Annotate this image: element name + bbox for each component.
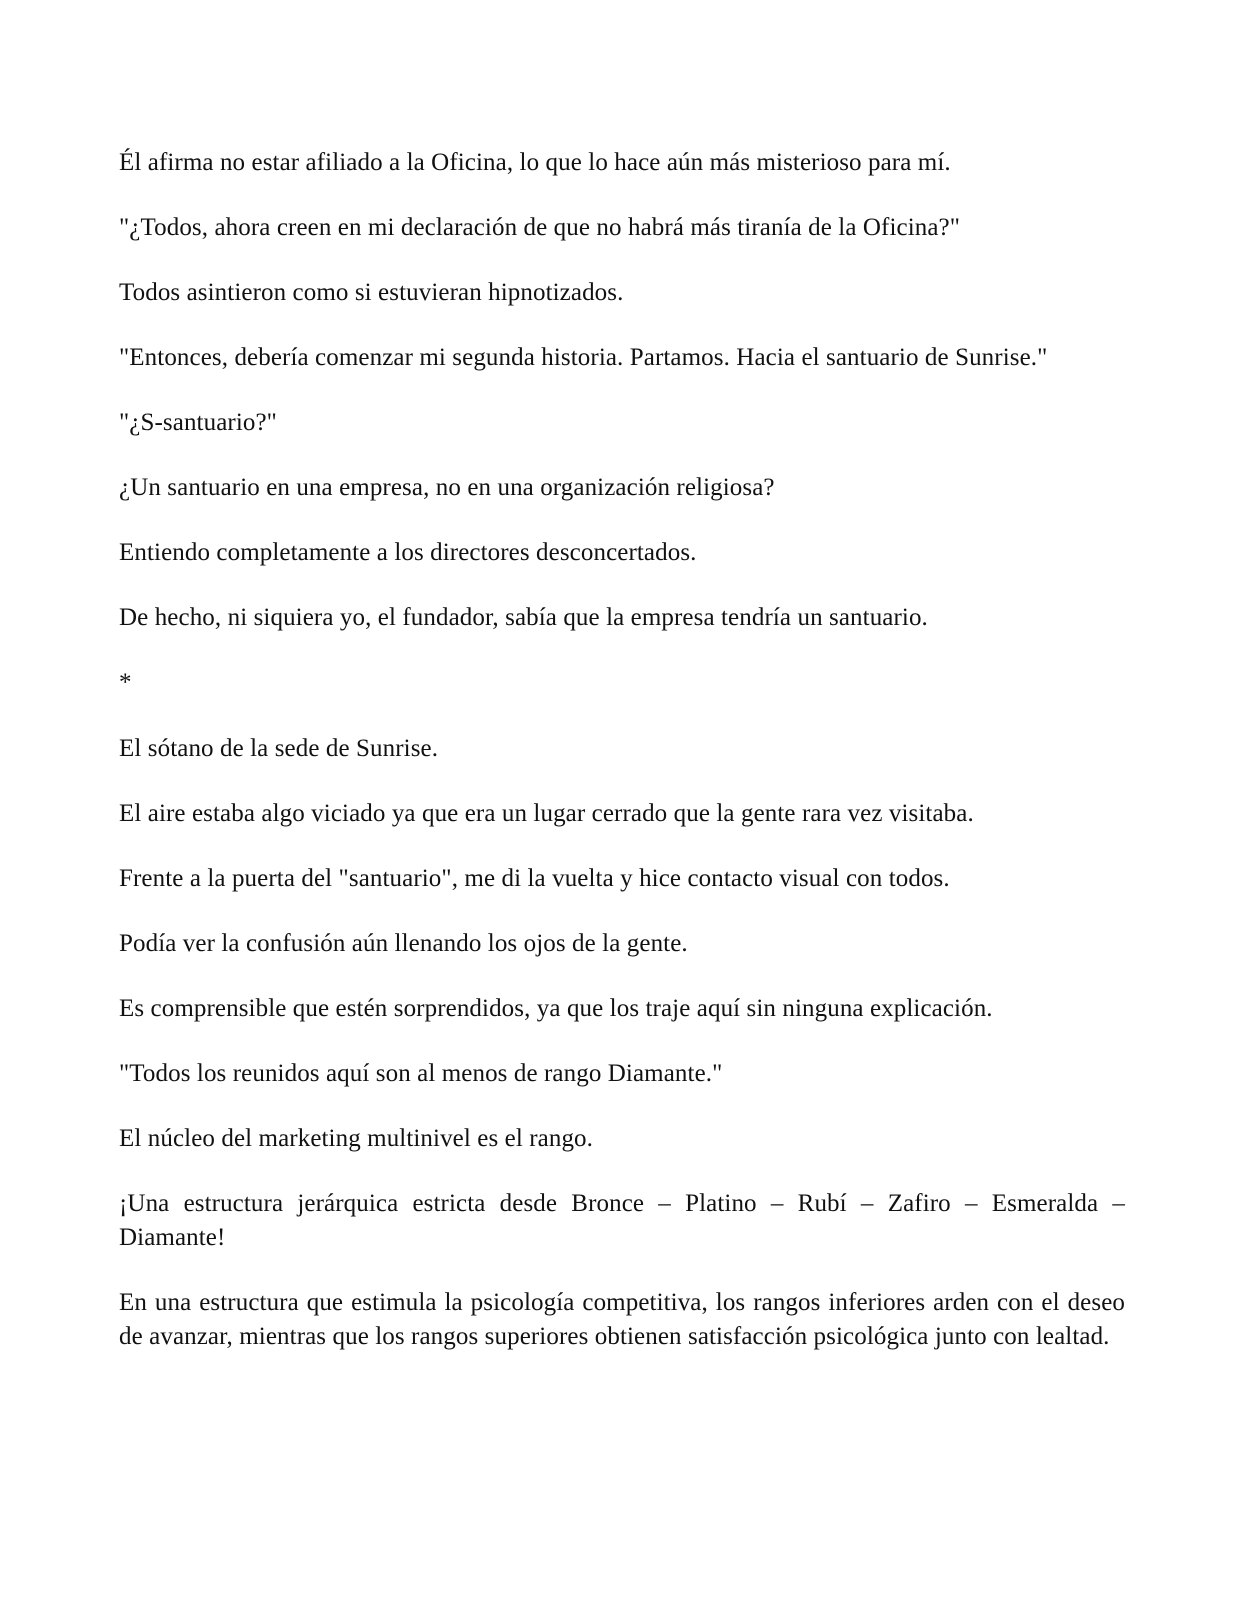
paragraph-10: El aire estaba algo viciado ya que era un lugar cerrado que la gente rara vez visitaba. xyxy=(119,800,974,827)
paragraph-17: En una estructura que estimula la psicología competitiva, los rangos inferiores arden con el deseo de avanzar, mientras que los rangos superiores obtienen satisfacción psicológica junto con lealtad. xyxy=(119,1289,1125,1350)
paragraph-4: "Entonces, debería comenzar mi segunda historia. Partamos. Hacia el santuario de Sunrise." xyxy=(119,344,1048,371)
paragraph-13: Es comprensible que estén sorprendidos, ya que los traje aquí sin ninguna explicación. xyxy=(119,995,993,1022)
paragraph-16: ¡Una estructura jerárquica estricta desde Bronce – Platino – Rubí – Zafiro – Esmeralda – Diamante! xyxy=(119,1190,1125,1251)
paragraph-2: "¿Todos, ahora creen en mi declaración de que no habrá más tiranía de la Oficina?" xyxy=(119,214,961,241)
scene-break: * xyxy=(119,669,132,696)
paragraph-1: Él afirma no estar afiliado a la Oficina, lo que lo hace aún más misterioso para mí. xyxy=(119,149,951,176)
paragraph-15: El núcleo del marketing multinivel es el rango. xyxy=(119,1125,594,1152)
paragraph-14: "Todos los reunidos aquí son al menos de rango Diamante." xyxy=(119,1060,723,1087)
paragraph-9: El sótano de la sede de Sunrise. xyxy=(119,735,439,762)
paragraph-12: Podía ver la confusión aún llenando los ojos de la gente. xyxy=(119,930,688,957)
paragraph-6: ¿Un santuario en una empresa, no en una organización religiosa? xyxy=(119,474,775,501)
paragraph-7: Entiendo completamente a los directores desconcertados. xyxy=(119,539,697,566)
paragraph-5: "¿S-santuario?" xyxy=(119,409,277,436)
paragraph-3: Todos asintieron como si estuvieran hipnotizados. xyxy=(119,279,624,306)
paragraph-11: Frente a la puerta del "santuario", me di la vuelta y hice contacto visual con todos. xyxy=(119,865,950,892)
paragraph-8: De hecho, ni siquiera yo, el fundador, sabía que la empresa tendría un santuario. xyxy=(119,604,928,631)
text-column xyxy=(119,146,1125,1385)
